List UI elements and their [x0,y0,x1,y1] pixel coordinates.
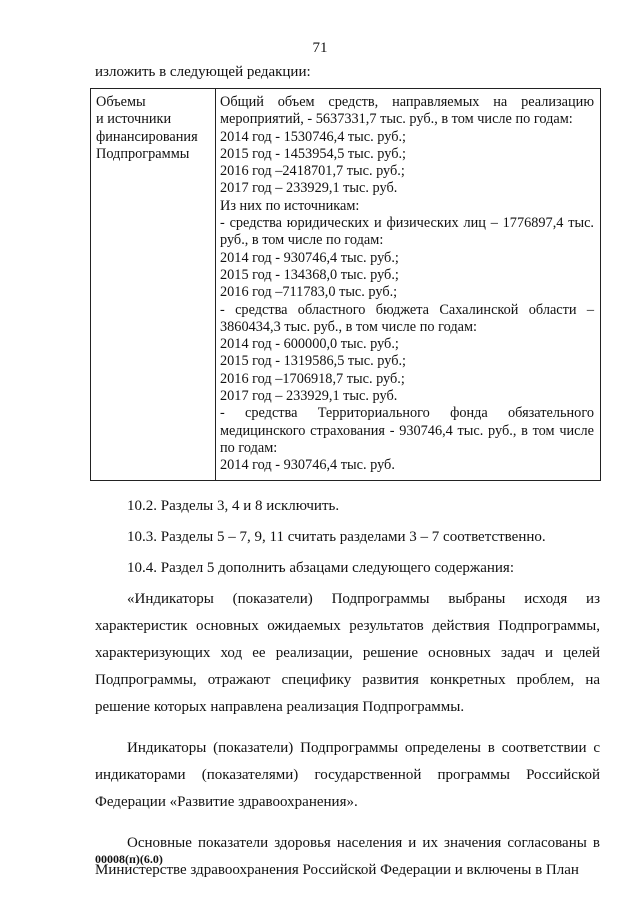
footer-code: 00008(п)(6.0) [95,852,163,866]
paragraph-indicators-defined: Индикаторы (показатели) Подпрограммы определены в соответствии с индикаторами (показателями) государственной программы Российской Федерации «Развитие здравоохранения». [95,740,600,810]
label-line: финансирования [96,128,198,145]
label-cell [91,89,216,481]
total-volume-text: Общий объем средств, направляемых на реализацию мероприятий, - 5637331,7 тыс. руб., в том числе по годам: [220,94,594,128]
item-10-3: 10.3. Разделы 5 – 7, 9, 11 считать разделами 3 – 7 соответственно. [127,529,546,545]
year-line: 2015 год - 1319586,5 тыс. руб.; [220,353,407,370]
year-line: 2016 год –1706918,7 тыс. руб.; [220,370,405,387]
year-line: 2016 год –2418701,7 тыс. руб.; [220,163,405,180]
item-10-4: 10.4. Раздел 5 дополнить абзацами следующего содержания: [127,560,514,576]
intro-text: изложить в следующей редакции: [95,64,311,80]
year-line: 2017 год – 233929,1 тыс. руб. [220,180,398,197]
year-line: 2014 год - 1530746,4 тыс. руб.; [220,128,407,145]
sources-heading: Из них по источникам: [220,197,360,214]
year-line: 2014 год - 930746,4 тыс. руб.; [220,249,399,266]
year-line: 2014 год - 930746,4 тыс. руб. [220,457,395,474]
paragraph-health-indicators: Основные показатели здоровья населения и их значения согласованы в Министерстве здравоохранения Российской Федерации и включены в План [95,835,600,878]
body-text [95,493,600,884]
value-cell [216,89,601,481]
label-line: Объемы [96,94,146,110]
year-line: 2015 год - 1453954,5 тыс. руб.; [220,145,407,162]
source-legal-entities: - средства юридических и физических лиц – 1776897,4 тыс. руб., в том числе по годам: [220,215,594,249]
label-line: и источники [96,111,172,128]
page-number: 71 [312,40,328,56]
year-line: 2014 год - 600000,0 тыс. руб.; [220,336,399,353]
table-row [91,89,601,481]
year-line: 2015 год - 134368,0 тыс. руб.; [220,266,399,283]
source-insurance-fund: - средства Территориального фонда обязательного медицинского страхования - 930746,4 тыс. руб., в том числе по годам: [220,405,594,456]
label-line: Подпрограммы [96,145,190,162]
year-line: 2016 год –711783,0 тыс. руб.; [220,284,398,301]
financing-table [90,88,601,481]
item-10-2: 10.2. Разделы 3, 4 и 8 исключить. [127,498,340,514]
source-regional-budget: - средства областного бюджета Сахалинской области – 3860434,3 тыс. руб., в том числе по годам: [220,301,594,335]
year-line: 2017 год – 233929,1 тыс. руб. [220,388,398,405]
paragraph-indicators-selected: «Индикаторы (показатели) Подпрограммы выбраны исходя из характеристик основных ожидаемых результатов действия Подпрограммы, характеризующих ход ее реализации, решение основных задач и целей Подпрограммы, отражают специфику развития конкретных проблем, на решение которых направлена реализация Подпрограммы. [95,591,600,715]
